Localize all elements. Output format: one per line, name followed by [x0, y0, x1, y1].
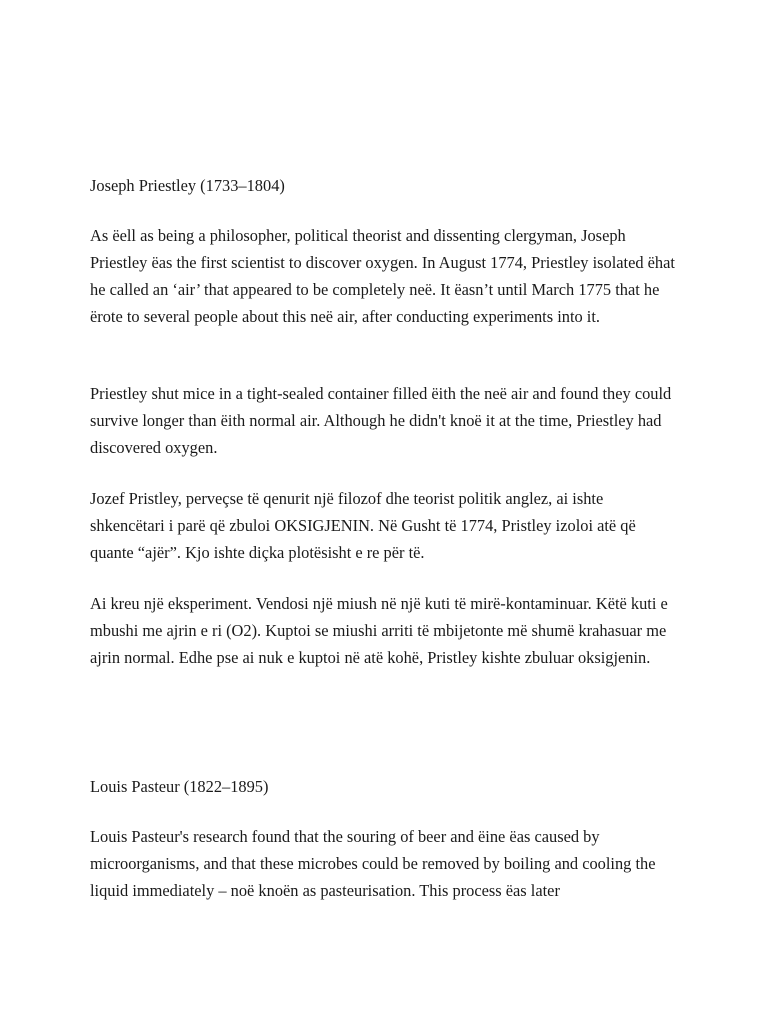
paragraph-pristley-albanian-intro: Jozef Pristley, perveçse të qenurit një filozof dhe teorist politik anglez, ai ishte shkencëtari i parë që zbuloi OKSIGJENIN. Në Gusht të 1774, Pristley izoloi atë që quante “ajër”. Kjo ishte diçka plotësisht e re për të.: [90, 489, 636, 562]
section-heading-priestley: Joseph Priestley (1733–1804): [90, 176, 285, 195]
paragraph-priestley-intro: As ëell as being a philosopher, political theorist and dissenting clergyman, Joseph Priestley ëas the first scientist to discover oxygen. In August 1774, Priestley isolated ëhat he called an ‘air’ that appeared to be completely neë. It ëasn’t until March 1775 that he ërote to several people about this neë air, after conducting experiments into it.: [90, 226, 675, 326]
paragraph-priestley-experiment: Priestley shut mice in a tight-sealed container filled ëith the neë air and found they could survive longer than ëith normal air. Although he didn't knoë it at the time, Priestley had discovered oxygen.: [90, 384, 672, 457]
section-heading-pasteur: Louis Pasteur (1822–1895): [90, 777, 269, 796]
paragraph-pristley-albanian-experiment: Ai kreu një eksperiment. Vendosi një miush në një kuti të mirë-kontaminuar. Këtë kuti e mbushi me ajrin e ri (O2). Kuptoi se miushi arriti të mbijetonte më shumë krahasuar me ajrin normal. Edhe pse ai nuk e kuptoi në atë kohë, Pristley kishte zbuluar oksigjenin.: [90, 594, 668, 667]
paragraph-pasteur-research: Louis Pasteur's research found that the souring of beer and ëine ëas caused by microorganisms, and that these microbes could be removed by boiling and cooling the liquid immediately – noë knoën as pasteurisation. This process ëas later: [90, 827, 656, 900]
